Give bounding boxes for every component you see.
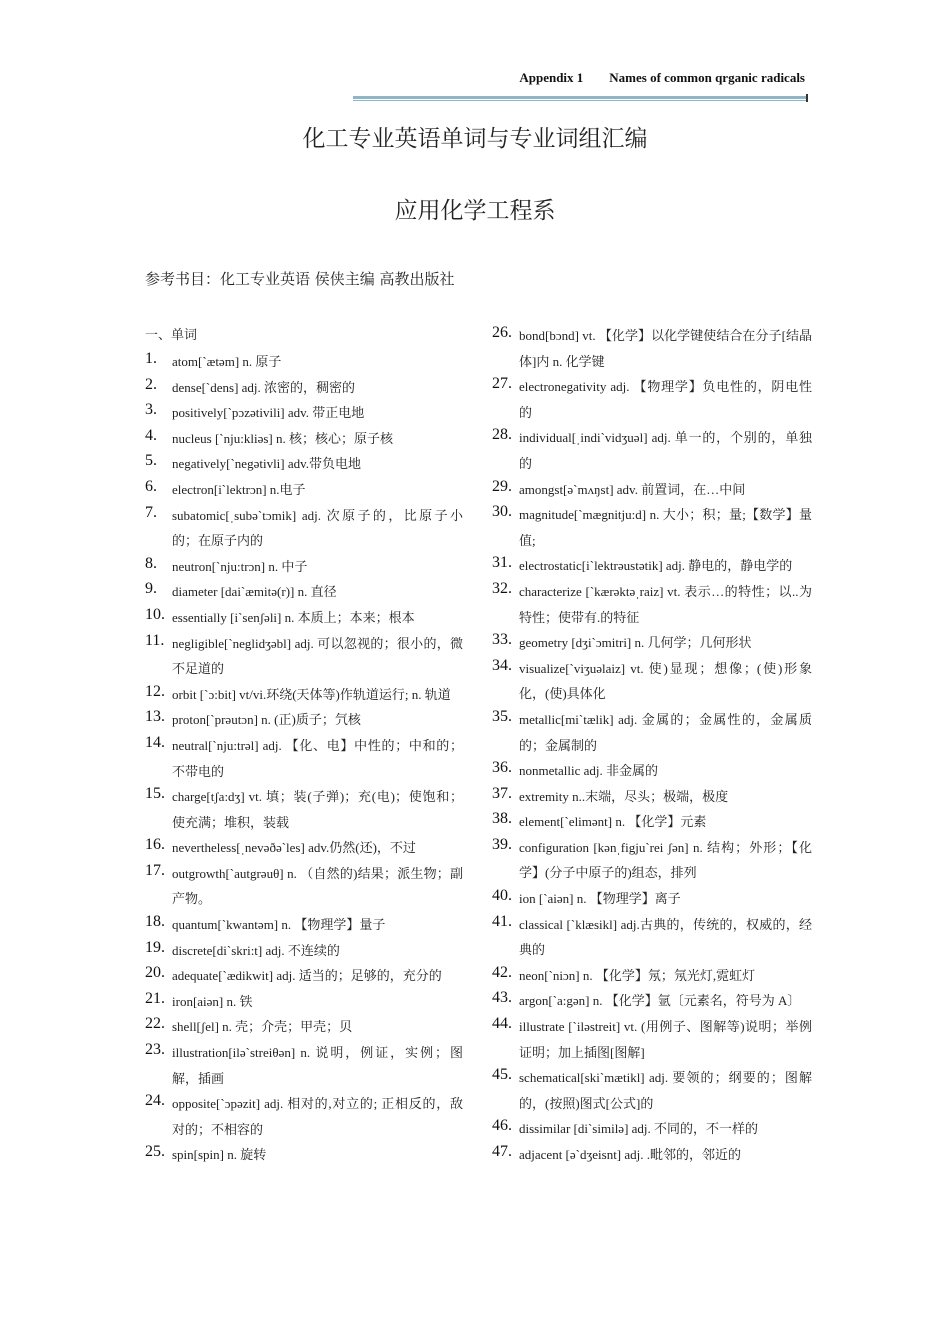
entry-text: adjacent [ə`dʒeisnt] adj. .毗邻的，邻近的 (519, 1147, 742, 1162)
vocabulary-entry (145, 1040, 463, 1091)
department-title: 应用化学工程系 (394, 198, 556, 224)
vocabulary-entry (145, 477, 463, 503)
entry-text: proton[`prəutɔn] n. (正)质子；氕核 (172, 712, 361, 728)
vocabulary-list-right (492, 323, 812, 1168)
vocabulary-entry (492, 502, 812, 553)
entry-number: 20. (145, 964, 165, 982)
entry-number: 23. (145, 1041, 165, 1059)
vocabulary-entry (145, 682, 463, 708)
running-header (519, 70, 805, 86)
vocabulary-entry (492, 809, 812, 835)
vocabulary-entry (145, 349, 463, 375)
entry-number: 19. (145, 938, 165, 956)
entry-text: nucleus [`nju:kliəs] n. 核；核心；原子核 (172, 430, 393, 446)
entry-number: 33. (492, 631, 512, 649)
entry-text: extremity n..末端，尽头；极端，极度 (519, 788, 729, 804)
entry-number: 40. (492, 887, 512, 905)
entry-text: illustrate [`iləstreit] vt. (用例子、图解等)说明；举例证明；加上插图[图解] (519, 1019, 812, 1060)
entry-text: amongst[ə`mʌŋst] adv. 前置词，在…中间 (519, 481, 746, 497)
vocabulary-entry (145, 989, 463, 1015)
vocabulary-entry (492, 758, 812, 784)
entry-text: quantum[`kwantəm] n. 【物理学】量子 (172, 917, 386, 933)
entry-text: spin[spin] n. 旋转 (172, 1147, 267, 1163)
vocabulary-entry (492, 425, 812, 476)
entry-text: illustration[ilə`streiθən] n. 说明，例证，实例；图解，插画 (172, 1045, 463, 1086)
entry-number: 4. (145, 426, 157, 444)
entry-text: individual[ˌindi`vidʒuəl] adj. 单一的，个别的，单独的 (519, 430, 812, 471)
entry-text: iron[aiən] n. 铁 (172, 993, 253, 1009)
entry-text: nevertheless[ˌnevəðə`les] adv.仍然(还)，不过 (172, 840, 416, 856)
entry-number: 44. (492, 1015, 512, 1033)
entry-text: subatomic[ˌsubə`tɔmik] adj. 次原子的，比原子小的；在原子内的 (172, 507, 463, 549)
vocabulary-entry (492, 963, 812, 989)
vocabulary-entry (145, 938, 463, 964)
entry-number: 46. (492, 1117, 512, 1135)
header-rule-end-mark (806, 94, 808, 102)
entry-text: electrostatic[i`lektrəustətik] adj. 静电的，静电学的 (519, 558, 793, 574)
header-rule-thin (353, 100, 808, 101)
vocabulary-entry (492, 1065, 812, 1116)
entry-number: 2. (145, 375, 157, 393)
entry-number: 36. (492, 759, 512, 777)
section-label: 一、单词 (145, 328, 198, 343)
entry-number: 25. (145, 1143, 165, 1161)
entry-text: bond[bɔnd] vt. 【化学】以化学键使结合在分子[结晶体]内 n. 化学键 (519, 328, 812, 369)
vocabulary-entry (492, 707, 812, 758)
vocabulary-entry (492, 988, 812, 1014)
document-title: 化工专业英语单词与专业词组汇编 (302, 126, 648, 152)
entry-number: 24. (145, 1092, 165, 1110)
entry-number: 6. (145, 477, 157, 495)
entry-number: 12. (145, 682, 165, 700)
entry-text: opposite[`ɔpəzit] adj. 相对的,对立的; 正相反的，敌对的；不相容的 (172, 1096, 463, 1137)
vocabulary-entry (492, 553, 812, 579)
vocabulary-entry (492, 656, 812, 707)
entry-text: classical [`klæsikl] adj.古典的，传统的，权威的，经典的 (519, 916, 812, 958)
entry-text: shell[ʃel] n. 壳；介壳；甲壳；贝 (172, 1019, 353, 1035)
entry-text: magnitude[`mægnitju:d] n. 大小；积；量;【数学】量值; (519, 507, 812, 548)
entry-text: nonmetallic adj. 非金属的 (519, 763, 659, 779)
vocabulary-entry (492, 1142, 812, 1168)
vocabulary-entry (145, 1091, 463, 1142)
appendix-subject: Names of common qrganic radicals (609, 70, 805, 85)
vocabulary-list-left (145, 349, 463, 1168)
entry-number: 47. (492, 1143, 512, 1160)
entry-number: 31. (492, 554, 512, 572)
vocabulary-entry (145, 579, 463, 605)
vocabulary-entry (145, 733, 463, 784)
entry-text: adequate[`ædikwit] adj. 适当的；足够的，充分的 (172, 968, 442, 984)
vocabulary-entry (145, 1142, 463, 1168)
entry-number: 39. (492, 835, 512, 853)
entry-number: 43. (492, 989, 512, 1007)
vocabulary-entry (492, 886, 812, 912)
entry-text: schematical[ski`mætikl] adj. 要领的；纲要的；图解的，(按照)图式[公式]的 (519, 1070, 812, 1111)
vocabulary-entry (145, 1014, 463, 1040)
entry-number: 13. (145, 708, 165, 726)
vocabulary-entry (145, 861, 463, 912)
entry-number: 18. (145, 913, 165, 931)
vocabulary-entry (492, 477, 812, 503)
entry-number: 45. (492, 1066, 512, 1084)
vocabulary-entry (145, 503, 463, 554)
vocabulary-entry (145, 554, 463, 580)
vocabulary-entry (492, 784, 812, 810)
entry-number: 35. (492, 707, 512, 725)
entry-number: 32. (492, 579, 512, 597)
entry-text: characterize [`kærəktəˌraiz] vt. 表示…的特性；以..为特性；使带有.的特征 (519, 583, 812, 625)
entry-text: charge[tʃa:dʒ] vt. 填；装(子弹)；充(电)；使饱和；使充满；堆积，装载 (172, 789, 463, 830)
appendix-label: Appendix 1 (519, 70, 584, 85)
entry-number: 26. (492, 324, 512, 341)
vocabulary-entry (492, 912, 812, 963)
vocabulary-entry (492, 835, 812, 886)
entry-number: 15. (145, 785, 165, 803)
entry-text: geometry [dʒi`ɔmitri] n. 几何学；几何形状 (519, 635, 752, 651)
vocabulary-entry (145, 963, 463, 989)
entry-text: dense[`dens] adj. 浓密的，稠密的 (172, 379, 356, 395)
entry-number: 28. (492, 426, 512, 444)
entry-text: atom[`ætəm] n. 原子 (172, 354, 282, 369)
entry-number: 1. (145, 350, 157, 367)
vocabulary-entry (492, 630, 812, 656)
entry-number: 38. (492, 810, 512, 828)
vocabulary-entry (145, 707, 463, 733)
entry-number: 3. (145, 401, 157, 419)
entry-number: 8. (145, 554, 157, 572)
vocabulary-entry (145, 400, 463, 426)
vocabulary-entry (492, 1116, 812, 1142)
entry-number: 16. (145, 836, 165, 854)
entry-number: 22. (145, 1015, 165, 1033)
entry-text: orbit [`ɔ:bit] vt/vi.环绕(天体等)作轨道运行; n. 轨道 (172, 686, 451, 702)
vocabulary-entry (145, 784, 463, 835)
vocabulary-entry (492, 1014, 812, 1065)
entry-text: configuration [kənˌfigju`rei ʃən] n. 结构；外形；【化学】(分子中原子的)组态，排列 (519, 839, 812, 881)
entry-text: electron[i`lektrɔn] n.电子 (172, 481, 306, 497)
left-column (145, 323, 463, 1168)
vocabulary-entry (145, 631, 463, 682)
entry-text: diameter [dai`æmitə(r)] n. 直径 (172, 584, 337, 600)
right-column (492, 323, 812, 1168)
entry-text: negatively[`negətivli] adv.带负电地 (172, 456, 362, 472)
vocabulary-entry (145, 451, 463, 477)
vocabulary-entry (145, 912, 463, 938)
entry-number: 37. (492, 784, 512, 802)
vocabulary-entry (492, 323, 812, 374)
entry-text: discrete[di`skri:t] adj. 不连续的 (172, 942, 340, 958)
entry-number: 5. (145, 452, 157, 470)
entry-text: visualize[`viʒuəlaiz] vt. 使)显现；想像；(使)形象化，(使)具体化 (519, 660, 812, 702)
entry-text: neutron[`nju:trɔn] n. 中子 (172, 558, 308, 574)
entry-text: positively[`pɔzətivili] adv. 带正电地 (172, 405, 365, 421)
entry-text: neutral[`nju:trəl] adj. 【化、电】中性的；中和的；不带电的 (172, 737, 463, 779)
vocabulary-entry (145, 375, 463, 401)
entry-number: 14. (145, 733, 165, 751)
vocabulary-entry (145, 605, 463, 631)
entry-text: metallic[mi`tælik] adj. 金属的；金属性的，金属质的；金属制的 (519, 711, 812, 753)
vocabulary-entry (492, 374, 812, 425)
entry-number: 42. (492, 963, 512, 981)
entry-number: 7. (145, 503, 157, 521)
reference-book: 参考书目：化工专业英语 侯侠主编 高教出版社 (145, 270, 455, 288)
entry-number: 29. (492, 477, 512, 495)
entry-text: neon[`niɔn] n. 【化学】氖；氖光灯,霓虹灯 (519, 967, 756, 983)
entry-number: 27. (492, 375, 512, 393)
entry-text: ion [`aiən] n. 【物理学】离子 (519, 891, 681, 907)
entry-number: 9. (145, 580, 157, 598)
vocabulary-entry (492, 579, 812, 630)
entry-text: argon[`a:gən] n. 【化学】氩〔元素名，符号为 A〕 (519, 993, 801, 1009)
entry-number: 30. (492, 503, 512, 521)
entry-text: element[`elimənt] n. 【化学】元素 (519, 814, 707, 830)
entry-number: 11. (145, 631, 165, 649)
entry-number: 41. (492, 912, 512, 930)
entry-number: 34. (492, 656, 512, 674)
vocabulary-entry (145, 426, 463, 452)
entry-number: 21. (145, 989, 165, 1007)
entry-text: negligible[`neglidʒəbl] adj. 可以忽视的；很小的，微不足道的 (172, 635, 463, 677)
entry-text: essentially [i`senʃəli] n. 本质上；本来；根本 (172, 609, 415, 625)
entry-number: 17. (145, 861, 165, 879)
header-rule (353, 96, 808, 99)
entry-text: dissimilar [di`similə] adj. 不同的，不一样的 (519, 1121, 759, 1137)
vocabulary-entry (145, 835, 463, 861)
entry-number: 10. (145, 605, 165, 623)
entry-text: electronegativity adj. 【物理学】负电性的，阴电性的 (519, 379, 812, 420)
entry-text: outgrowth[`autgrəuθ] n. （自然的)结果；派生物；副产物。 (172, 865, 463, 907)
